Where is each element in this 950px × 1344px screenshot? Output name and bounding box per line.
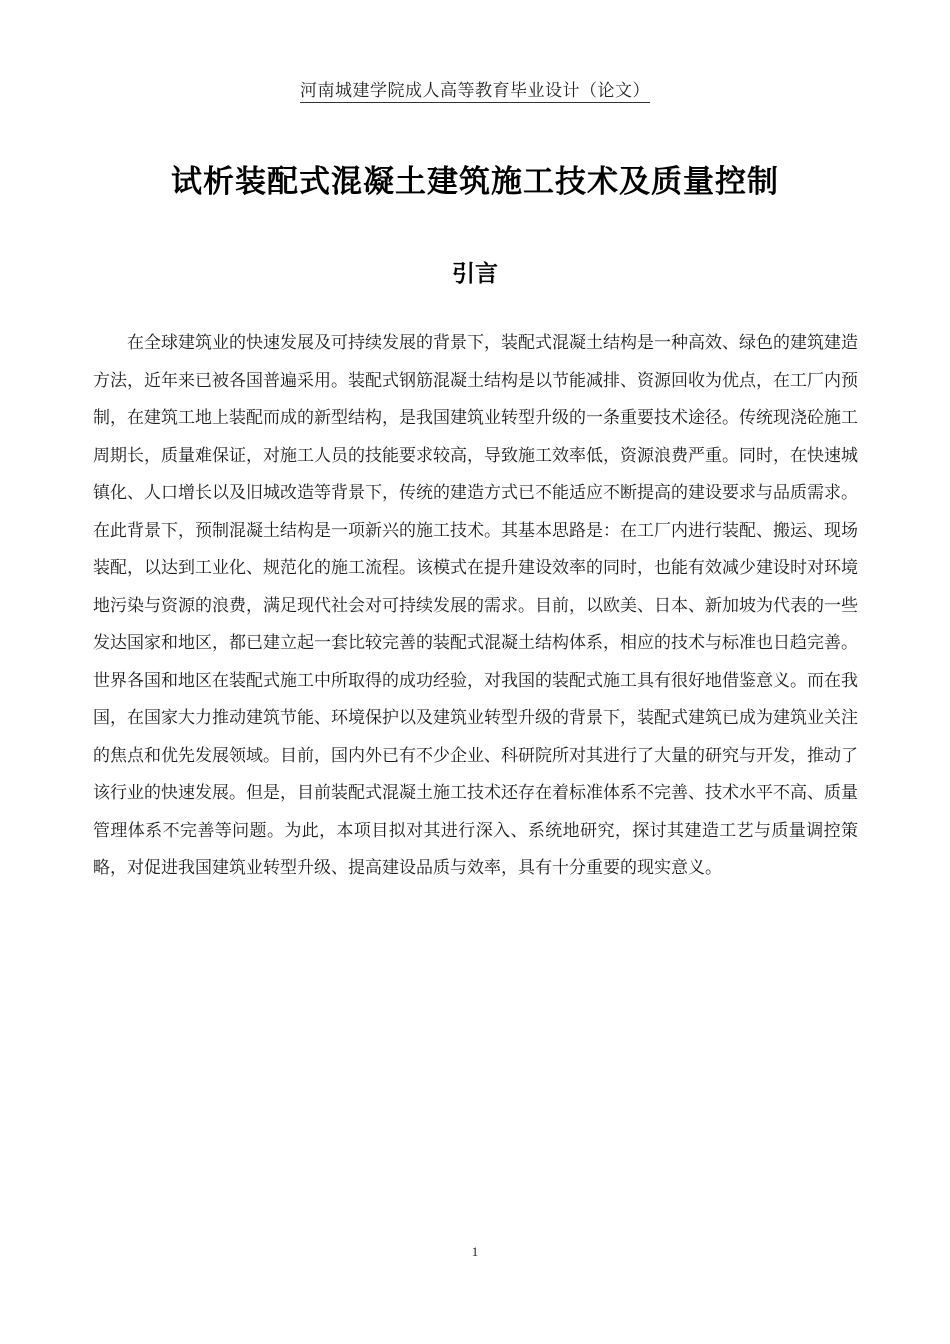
body-paragraph: 在全球建筑业的快速发展及可持续发展的背景下，装配式混凝土结构是一种高效、绿色的建筑建造方法，近年来已被各国普遍采用。装配式钢筋混凝土结构是以节能减排、资源回收为优点，在工厂内预制，在建筑工地上装配而成的新型结构，是我国建筑业转型升级的一条重要技术途径。传统现浇砼施工周期长，质量难保证，对施工人员的技能要求较高，导致施工效率低，资源浪费严重。同时，在快速城镇化、人口增长以及旧城改造等背景下，传统的建造方式已不能适应不断提高的建设要求与品质需求。在此背景下，预制混凝土结构是一项新兴的施工技术。其基本思路是：在工厂内进行装配、搬运、现场装配，以达到工业化、规范化的施工流程。该模式在提升建设效率的同时，也能有效减少建设时对环境地污染与资源的浪费，满足现代社会对可持续发展的需求。目前，以欧美、日本、新加坡为代表的一些发达国家和地区，都已建立起一套比较完善的装配式混凝土结构体系，相应的技术与标准也日趋完善。世界各国和地区在装配式施工中所取得的成功经验，对我国的装配式施工具有很好地借鉴意义。而在我国，在国家大力推动建筑节能、环境保护以及建筑业转型升级的背景下，装配式建筑已成为建筑业关注的焦点和优先发展领域。目前，国内外已有不少企业、科研院所对其进行了大量的研究与开发，推动了该行业的快速发展。但是，目前装配式混凝土施工技术还存在着标准体系不完善、技术水平不高、质量管理体系不完善等问题。为此，本项目拟对其进行深入、系统地研究，探讨其建造工艺与质量调控策略，对促进我国建筑业转型升级、提高建设品质与效率，具有十分重要的现实意义。 [93,333,858,878]
running-header-text: 河南城建学院成人高等教育毕业设计（论文） [300,81,650,101]
page-number: 1 [471,1244,479,1259]
running-header [0,78,950,104]
document-title: 试析装配式混凝土建筑施工技术及质量控制 [171,164,779,200]
section-heading: 引言 [452,261,498,287]
